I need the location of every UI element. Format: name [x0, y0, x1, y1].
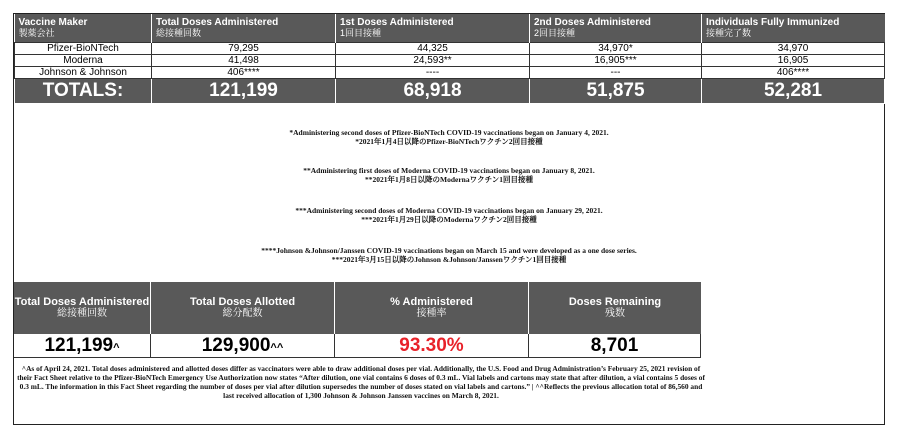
table-row	[15, 55, 885, 67]
note-en: ***Administering second doses of Moderna COVID-19 vaccinations began on January 29, 2021.	[295, 206, 603, 215]
note-en: **Administering first doses of Moderna COVID-19 vaccinations began on January 8, 2021.	[303, 166, 595, 175]
column-header: Individuals Fully Immunized 接種完了数	[702, 14, 885, 43]
totals-cell: 51,875	[530, 79, 702, 104]
table-cell: 34,970	[702, 43, 885, 55]
table-cell: 406****	[702, 67, 885, 79]
totals-cell: 68,918	[336, 79, 530, 104]
column-header: 1st Doses Administered 1回目接種	[336, 14, 530, 43]
table-cell: 16,905***	[530, 55, 702, 67]
summary-header	[14, 282, 701, 334]
note-en: ****Johnson &Johnson/Janssen COVID-19 vaccinations began on March 15 and were developed as a one dose series.	[261, 246, 637, 255]
total-allotted-value: 129,900^^	[151, 334, 335, 358]
note-en: *Administering second doses of Pfizer-BioNTech COVID-19 vaccinations began on January 4, 2021.	[289, 128, 609, 137]
notes-section	[14, 118, 884, 282]
vaccine-report-frame	[13, 13, 885, 425]
table-cell: ---	[530, 67, 702, 79]
note-jp: *2021年1月4日以降のPfizer-BioNTechワクチン2回目接種	[355, 137, 543, 146]
vaccine-doses-table	[14, 14, 885, 104]
footnote: ^As of April 24, 2021. Total doses administered and allotted doses differ as vaccinators were able to draw additional doses per vial. Additionally, the U.S. Food and Drug Administration’s February 25, 2021 revision of their Fact Sheet relative to the Pfizer-BioNTech Emergency Use Authorization now states “After dilution, one vial contains 6 doses of 0.3 mL. Vial labels and cartons may state that after dilution, a vial contains 5 doses of 0.3 mL. The information in this Fact Sheet regarding the number of doses per vial after dilution supersedes the number of doses stated on vial labels and cartons.” | ^^Reflects the previous allocation total of 86,560 and last received allocation of 1,300 Johnson & Johnson Janssen vaccines on March 8, 2021.	[17, 364, 705, 400]
table-cell: 16,905	[702, 55, 885, 67]
summary-header-cell: Total Doses Administered 総接種回数	[14, 282, 151, 334]
table-cell: 41,498	[152, 55, 336, 67]
table-header-row	[15, 14, 885, 43]
table-cell: 44,325	[336, 43, 530, 55]
note-jp: **2021年1月8日以降のModernaワクチン1回目接種	[365, 175, 533, 184]
note-jp: ***2021年3月15日以降のJohnson &Johnson/Janssenワクチン1回目接種	[331, 255, 567, 264]
note	[14, 246, 884, 264]
summary-header-cell: % Administered 接種率	[335, 282, 529, 334]
table-cell: 79,295	[152, 43, 336, 55]
table-cell: Pfizer-BioNTech	[15, 43, 152, 55]
table-row	[15, 67, 885, 79]
summary-values	[14, 334, 701, 358]
table-cell: 34,970*	[530, 43, 702, 55]
table-cell: 406****	[152, 67, 336, 79]
table-cell: Johnson & Johnson	[15, 67, 152, 79]
table-cell: ----	[336, 67, 530, 79]
note	[14, 206, 884, 224]
note	[14, 128, 884, 146]
doses-remaining-value: 8,701	[529, 334, 701, 358]
note	[14, 166, 884, 184]
summary-header-cell: Doses Remaining 残数	[568, 296, 662, 319]
table-cell: Moderna	[15, 55, 152, 67]
totals-cell: 52,281	[702, 79, 885, 104]
totals-label: TOTALS:	[15, 79, 152, 104]
note-jp: ***2021年1月29日以降のModernaワクチン2回目接種	[361, 215, 537, 224]
totals-row	[15, 79, 885, 104]
percent-administered-value: 93.30%	[335, 334, 529, 358]
column-header: 2nd Doses Administered 2回目接種	[530, 14, 702, 43]
table-cell: 24,593**	[336, 55, 530, 67]
table-row	[15, 43, 885, 55]
totals-cell: 121,199	[152, 79, 336, 104]
column-header: Vaccine Maker 製薬会社	[15, 14, 152, 43]
total-administered-value: 121,199^	[14, 334, 151, 358]
summary-header-cell: Total Doses Allotted 総分配数	[151, 282, 335, 334]
column-header: Total Doses Administered 総接種回数	[152, 14, 336, 43]
